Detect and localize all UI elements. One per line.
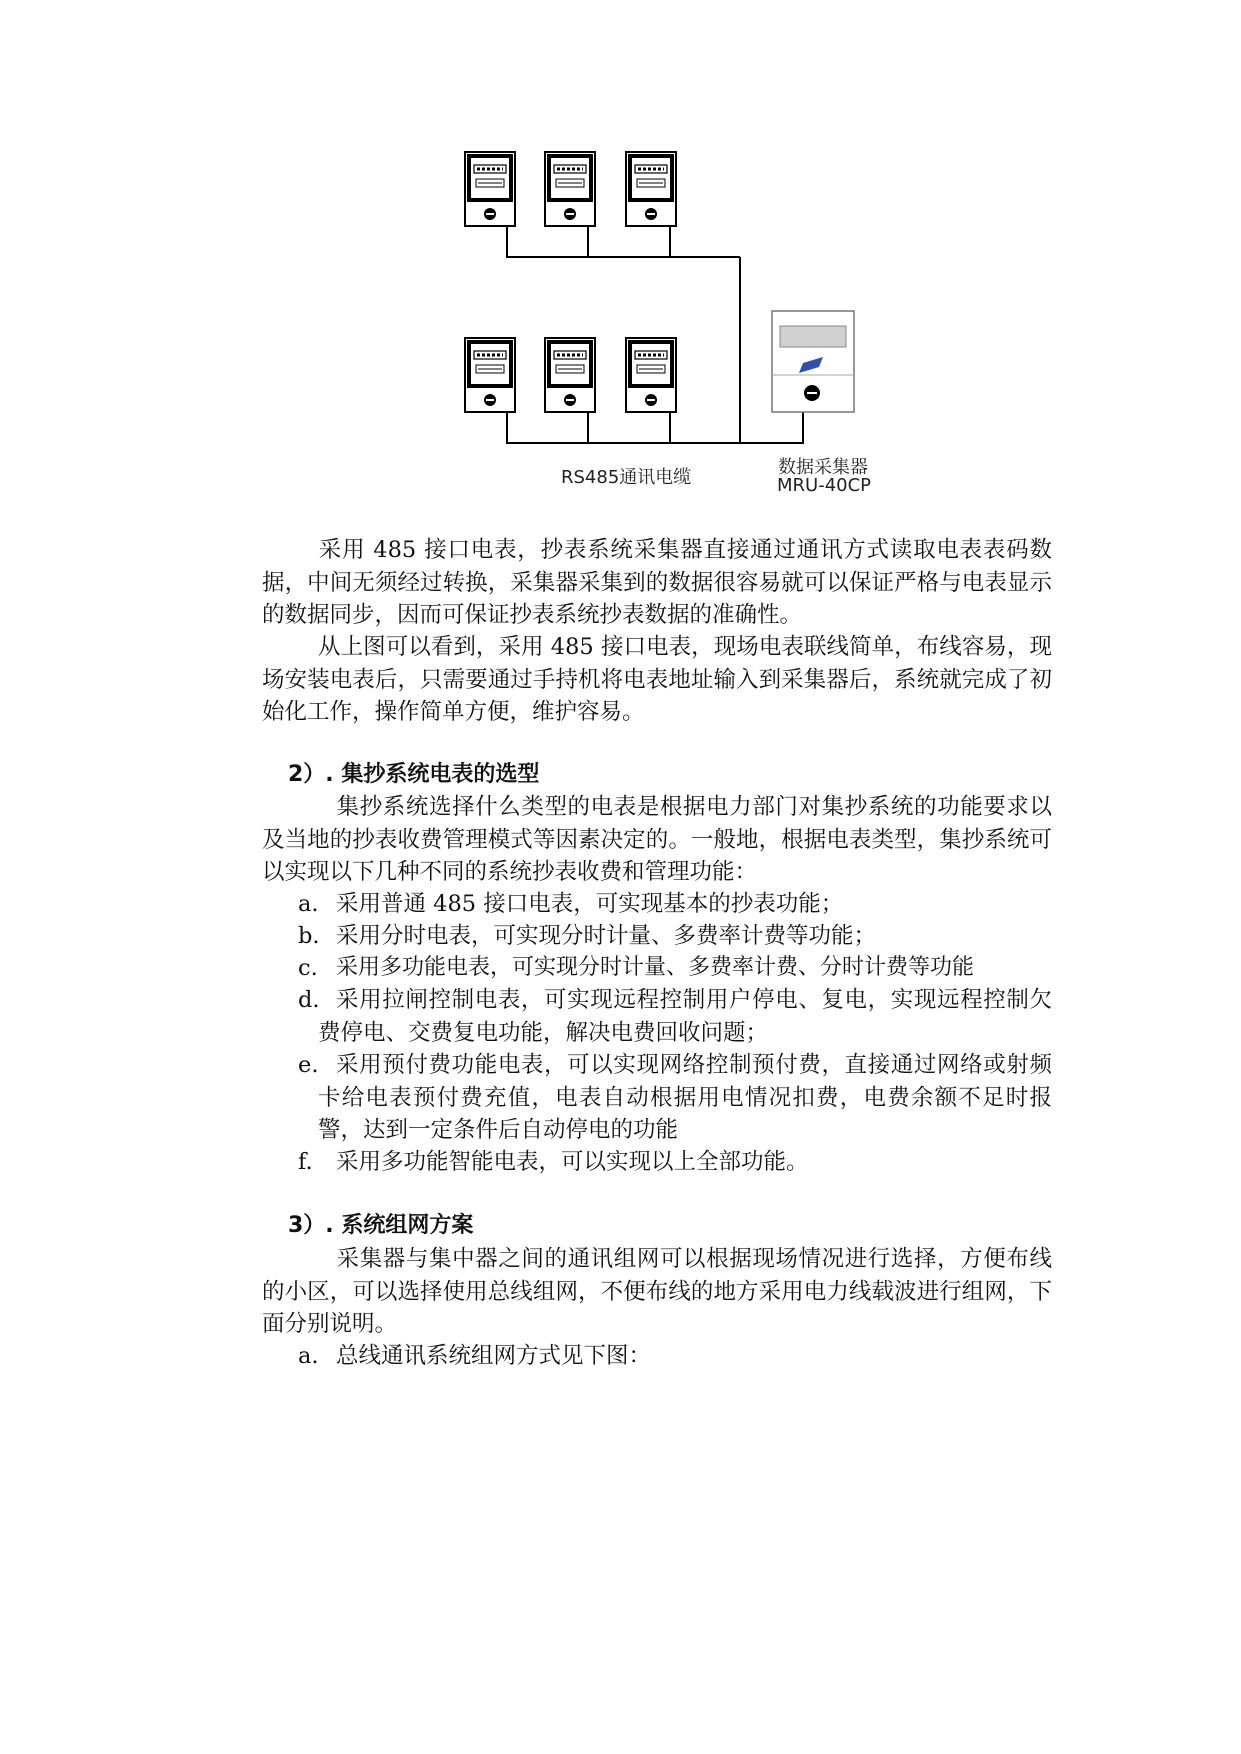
list-item-text: 采用多功能智能电表，可以实现以上全部功能。 bbox=[336, 1149, 809, 1175]
list-marker: f. bbox=[298, 1149, 313, 1175]
list-item-text: 采用普通 485 接口电表，可实现基本的抄表功能； bbox=[336, 891, 844, 917]
list-item bbox=[262, 920, 1052, 953]
section-3-heading: 3）. 系统组网方案 bbox=[288, 1213, 474, 1238]
collector-model-label: MRU-40CP bbox=[777, 475, 872, 496]
diagram-drawing bbox=[0, 0, 1241, 520]
collector-label: 数据采集器 bbox=[778, 457, 868, 478]
list-item-text: 采用拉闸控制电表，可实现远程控制用户停电、复电，实现远程控制欠费停电、交费复电功能，解决电费回收问题； bbox=[318, 987, 1052, 1046]
meter-top-3 bbox=[626, 152, 676, 226]
list-item-text: 总线通讯系统组网方式见下图： bbox=[336, 1343, 652, 1369]
list-item bbox=[262, 1146, 1052, 1179]
list-marker: b. bbox=[298, 923, 320, 949]
list-marker: d. bbox=[298, 987, 320, 1013]
list-marker: a. bbox=[298, 891, 319, 917]
meter-top-1 bbox=[465, 152, 515, 226]
list-marker: a. bbox=[298, 1343, 319, 1369]
paragraph-rs485-accuracy bbox=[262, 534, 1052, 632]
paragraph-text: 从上图可以看到，采用 485 接口电表，现场电表联线简单，布线容易，现场安装电表后，只需要通过手持机将电表地址输入到采集器后，系统就完成了初始化工作，操作简单方便，维护容易。 bbox=[262, 634, 1052, 725]
paragraph-text: 采用 485 接口电表，抄表系统采集器直接通过通讯方式读取电表表码数据，中间无须经过转换，采集器采集到的数据很容易就可以保证严格与电表显示的数据同步，因而可保证抄表系统抄表数据的准确性。 bbox=[262, 537, 1052, 628]
list-item-text: 采用预付费功能电表，可以实现网络控制预付费，直接通过网络或射频卡给电表预付费充值，电表自动根据用电情况扣费，电费余额不足时报警，达到一定条件后自动停电的功能 bbox=[318, 1052, 1052, 1143]
list-marker: e. bbox=[298, 1052, 319, 1078]
list-item-text: 采用分时电表，可实现分时计量、多费率计费等功能； bbox=[336, 923, 877, 949]
list-item bbox=[262, 888, 1052, 921]
meter-bottom-3 bbox=[626, 338, 676, 412]
list-item bbox=[262, 1049, 1052, 1147]
paragraph-text: 采集器与集中器之间的通讯组网可以根据现场情况进行选择，方便布线的小区，可以选择使用总线组网，不便布线的地方采用电力线载波进行组网，下面分别说明。 bbox=[262, 1246, 1052, 1337]
paragraph-installation bbox=[262, 631, 1052, 729]
meter-bottom-1 bbox=[465, 338, 515, 412]
list-item-text: 采用多功能电表，可实现分时计量、多费率计费、分时计费等功能 bbox=[336, 955, 975, 980]
list-marker: c. bbox=[298, 955, 318, 981]
list-item bbox=[262, 1340, 1052, 1373]
section-2-intro bbox=[262, 791, 1052, 889]
meter-bottom-2 bbox=[545, 338, 595, 412]
section-2-heading: 2）. 集抄系统电表的选型 bbox=[288, 762, 540, 787]
data-collector-device bbox=[772, 311, 854, 412]
list-item bbox=[262, 984, 1052, 1049]
list-item bbox=[262, 952, 1072, 985]
cable-label: RS485通讯电缆 bbox=[561, 467, 692, 488]
paragraph-text: 集抄系统选择什么类型的电表是根据电力部门对集抄系统的功能要求以及当地的抄表收费管理模式等因素决定的。一般地，根据电表类型，集抄系统可以实现以下几种不同的系统抄表收费和管理功能： bbox=[262, 794, 1052, 885]
rs485-wiring-diagram bbox=[0, 0, 1241, 520]
section-3-intro bbox=[262, 1243, 1052, 1341]
meter-top-2 bbox=[545, 152, 595, 226]
